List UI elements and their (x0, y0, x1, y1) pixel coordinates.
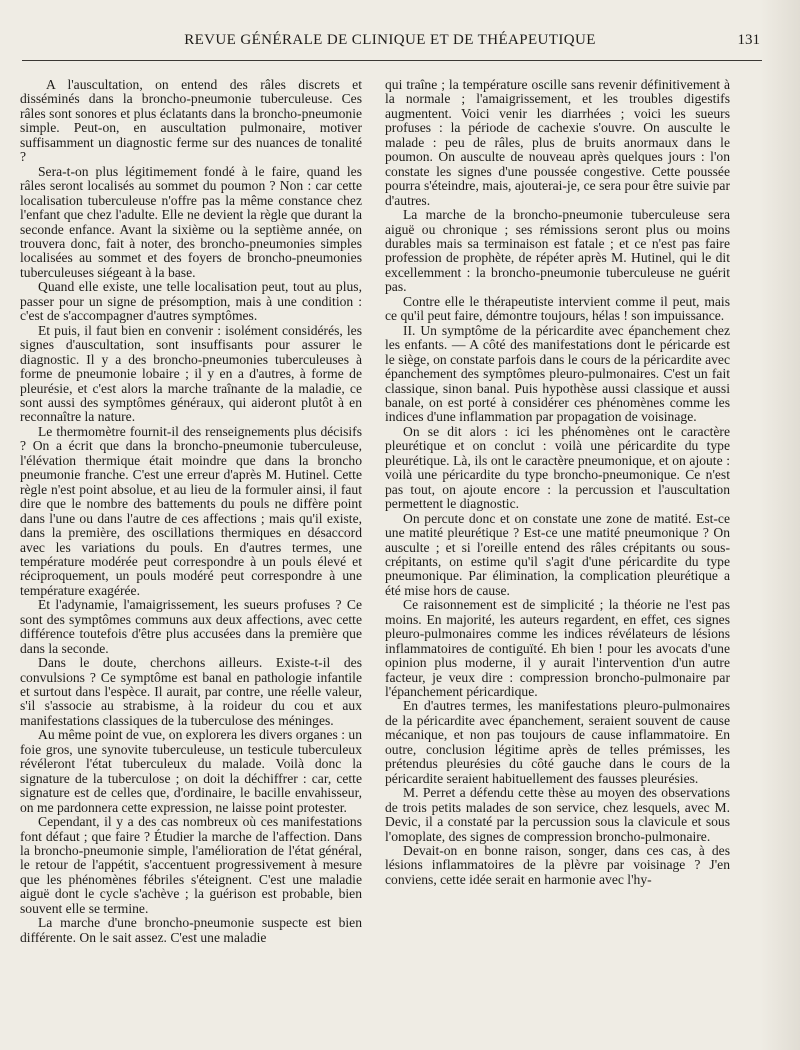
paragraph: Ce raisonnement est de simplicité ; la théorie ne l'est pas moins. En majorité, les auteurs regardent, en effet, ces signes pleuro-pulmonaires comme les indices révélateurs de lésions inflammatoires de contiguïté. Eh bien ! pour les avocats d'une opinion plus moderne, il y aurait l'intervention d'un autre facteur, je veux dire : compression broncho-pulmonaire par l'épanchement péricardique. (385, 597, 730, 700)
paragraph: Dans le doute, cherchons ailleurs. Existe-t-il des convulsions ? Ce symptôme est banal en pathologie infantile et surtout dans l'espèce. Il aurait, par contre, une réelle valeur, s'il s'associe au strabisme, à la roideur du cou et aux manifestations classiques de la tuberculose des méninges. (20, 655, 362, 728)
paragraph: Et puis, il faut bien en convenir : isolément considérés, les signes d'auscultation, sont insuffisants pour assurer le diagnostic. Il y a des broncho-pneumonies tuberculeuses à forme de pneumonie lobaire ; il y en a d'autres, à forme de pleurésie, et c'est alors la marche traînante de la maladie, ce sont aussi des symptômes généraux, qui aideront plutôt à en reconnaître la nature. (20, 322, 362, 425)
paragraph: Devait-on en bonne raison, songer, dans ces cas, à des lésions inflammatoires de la plèvre par voisinage ? J'en conviens, cette idée serait en harmonie avec l'hy- (385, 843, 730, 887)
section-paragraph: II. Un symptôme de la péricardite avec épanchement chez les enfants. — A côté des manifestations dont le péricarde est le siège, on constate parfois dans le cours de la péricardite avec épanchement des symptômes pleuro-pulmonaires. C'est un fait classique, sinon banal. Puis hypothèse aussi classique et aussi banale, on est porté à considérer ces phénomènes comme les indices d'une inflammation par propagation de voisinage. (385, 322, 730, 425)
paragraph: qui traîne ; la température oscille sans revenir définitivement à la normale ; l'amaigrissement, et les troubles digestifs augmentent. Voici venir les diarrhées ; voici les sueurs profuses : la période de cachexie s'ouvre. On ausculte le malade : peu de râles, plus de bruits anormaux dans le poumon. On ausculte de nouveau après quelques jours : l'on constate les signes d'une poussée congestive. Cette poussée pourra s'éteindre, mais, ajouterai-je, ce sera pour être suivie par d'autres. (385, 78, 730, 208)
paragraph: Et l'adynamie, l'amaigrissement, les sueurs profuses ? Ce sont des symptômes communs aux deux affections, avec cette différence toutefois d'être plus accusées dans la première que dans la seconde. (20, 597, 362, 656)
paragraph: On se dit alors : ici les phénomènes ont le caractère pleurétique et on conclut : voilà une péricardite du type pleurétique. Là, ils ont le caractère pneumonique, et on ajoute : voilà une péricardite du type broncho-pneumonique. Ce n'est pas tout, on ajoute encore : la percussion et l'auscultation permettent le diagnostic. (385, 423, 730, 512)
paragraph: On percute donc et on constate une zone de matité. Est-ce une matité pleurétique ? Est-ce une matité pneumonique ? On ausculte ; et si l'oreille entend des râles crépitants ou sous-crépitants, on estime qu'il s'agit d'une péricardite du type pneumonique. Par élimination, la complication pleurétique a été mise hors de cause. (385, 510, 730, 598)
running-title: REVUE GÉNÉRALE DE CLINIQUE ET DE THÉAPEUTIQUE (184, 32, 596, 48)
paragraph: En d'autres termes, les manifestations pleuro-pulmonaires de la péricardite avec épanchement, seraient souvent de cause mécanique, et non pas toujours de cause inflammatoire. En outre, conclusion légitime après de telles prémisses, les prétendus pleurésies du côté gauche dans le cours de la péricardite seraient habituellement des fausses pleurésies. (385, 698, 730, 786)
page-edge-shadow (760, 0, 800, 1050)
paragraph: Contre elle le thérapeutiste intervient comme il peut, mais ce qu'il peut faire, démontre toujours, hélas ! son impuissance. (385, 293, 730, 324)
page-number: 131 (737, 32, 760, 48)
paragraph: Quand elle existe, une telle localisation peut, tout au plus, passer pour un signe de présomption, mais à une condition : c'est de s'accompagner d'autres symptômes. (20, 279, 362, 324)
paragraph: La marche d'une broncho-pneumonie suspecte est bien différente. On le sait assez. C'est une maladie (20, 915, 362, 945)
running-head (20, 30, 760, 54)
left-column (20, 78, 362, 1043)
paragraph: Le thermomètre fournit-il des renseignements plus décisifs ? On a écrit que dans la broncho-pneumonie tuberculeuse, l'élévation thermique était moindre que dans la broncho pneumonie franche. C'est une erreur d'après M. Hutinel. Cette règle n'est point absolue, et au lieu de la formuler ainsi, il faut dire que le nombre des battements du pouls ne diffère point dans l'une ou dans l'autre de ces affections ; mais qu'il existe, dans la première, des oscillations thermiques en désaccord avec les variations du pouls. En d'autres termes, une température modérée peut correspondre à un pouls élevé et réciproquement, un pouls modéré peut correspondre à une température exagérée. (20, 423, 362, 598)
paragraph: A l'auscultation, on entend des râles discrets et disséminés dans la broncho-pneumonie tuberculeuse. Ces râles sont sonores et plus éclatants dans la broncho-pneumonie simple. Peut-on, en auscultation pulmonaire, motiver suffisamment un diagnostic ferme sur des nuances de tonalité ? (20, 78, 362, 165)
paragraph: Sera-t-on plus légitimement fondé à le faire, quand les râles seront localisés au sommet du poumon ? Non : car cette localisation tuberculeuse n'offre pas la même constance chez l'enfant que chez l'adulte. Elle ne devient la règle que durant la seconde enfance. Avant la sixième ou la septième année, on trouvera donc, fait à noter, des broncho-pneumonies simples localisées au sommet et des foyers de broncho-pneumonies tuberculeuses siégeant à la base. (20, 163, 362, 280)
paragraph: La marche de la broncho-pneumonie tuberculeuse sera aiguë ou chronique ; ses rémissions seront plus ou moins durables mais sa terminaison est fatale ; et ce n'est pas faire profession de prophète, de répéter après M. Hutinel, qui le dit excellemment : la broncho-pneumonie tuberculeuse ne guérit pas. (385, 207, 730, 295)
right-column (385, 78, 730, 1043)
paragraph: Au même point de vue, on explorera les divers organes : un foie gros, une synovite tuberculeuse, un testicule tuberculeux révéleront l'état tuberculeux du malade. Voilà donc la signature de la tuberculose ; on doit la déchiffrer : car, cette signature est de celles que, d'ordinaire, le bacille envahisseur, on me pardonnera cette expression, ne laisse point protester. (20, 727, 362, 815)
paragraph: M. Perret a défendu cette thèse au moyen des observations de trois petits malades de son service, chez lesquels, avec M. Devic, il a constaté par la percussion sous la clavicule et sous l'omoplate, des signes de compression broncho-pulmonaire. (385, 785, 730, 844)
paragraph: Cependant, il y a des cas nombreux où ces manifestations font défaut ; que faire ? Étudier la marche de l'affection. Dans la broncho-pneumonie simple, l'amélioration de l'état général, le retour de l'appétit, s'accentuent progressivement à mesure que les phénomènes fébriles s'éteignent. C'est une maladie aiguë dont le cycle s'achève ; la guérison est probable, bien souvent elle se termine. (20, 814, 362, 916)
header-rule (22, 60, 762, 61)
